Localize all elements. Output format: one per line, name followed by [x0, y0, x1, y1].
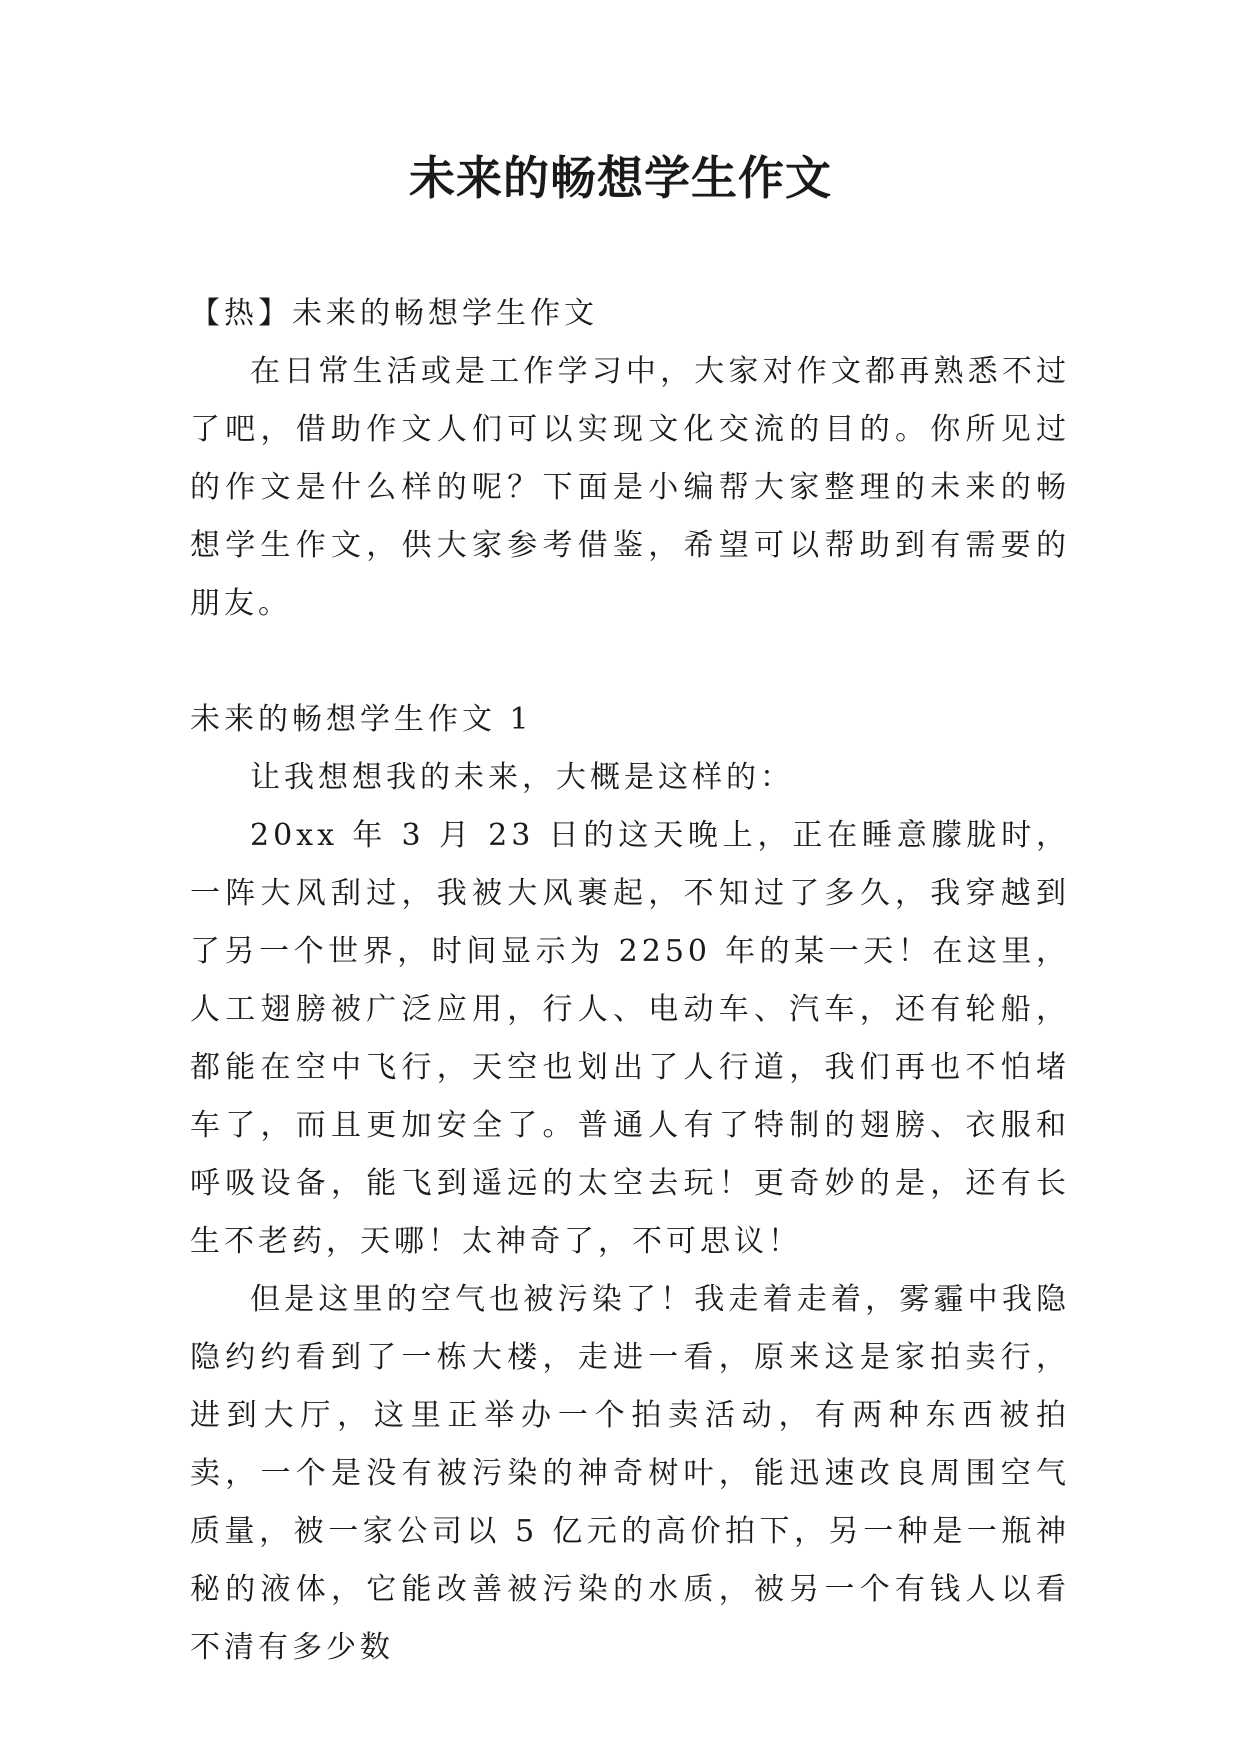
body-paragraph: 但是这里的空气也被污染了！我走着走着，雾霾中我隐隐约约看到了一栋大楼，走进一看，原来这是家拍卖行，进到大厅，这里正举办一个拍卖活动，有两种东西被拍卖，一个是没有被污染的神奇树叶，能迅速改良周围空气质量，被一家公司以 5 亿元的高价拍下，另一种是一瓶神秘的液体，它能改善被污染的水质，被另一个有钱人以看不清有多少数 [190, 1282, 1070, 1665]
intro-paragraph: 在日常生活或是工作学习中，大家对作文都再熟悉不过了吧，借助作文人们可以实现文化交流的目的。你所见过的作文是什么样的呢？下面是小编帮大家整理的未来的畅想学生作文，供大家参考借鉴，希望可以帮助到有需要的朋友。 [190, 354, 1070, 621]
document-body [190, 285, 1070, 1677]
body-paragraph: 让我想想我的未来，大概是这样的： [250, 760, 794, 795]
body-paragraph: 20xx 年 3 月 23 日的这天晚上，正在睡意朦胧时，一阵大风刮过，我被大风裹起，不知过了多久，我穿越到了另一个世界，时间显示为 2250 年的某一天！在这里，人工翅膀被广泛应用，行人、电动车、汽车，还有轮船，都能在空中飞行，天空也划出了人行道，我们再也不怕堵车了，而且更加安全了。普通人有了特制的翅膀、衣服和呼吸设备，能飞到遥远的太空去玩！更奇妙的是，还有长生不老药，天哪！太神奇了，不可思议！ [190, 818, 1070, 1259]
document-subtitle: 【热】未来的畅想学生作文 [190, 296, 598, 331]
section-heading: 未来的畅想学生作文 1 [190, 702, 533, 737]
document-title: 未来的畅想学生作文 [409, 151, 832, 205]
